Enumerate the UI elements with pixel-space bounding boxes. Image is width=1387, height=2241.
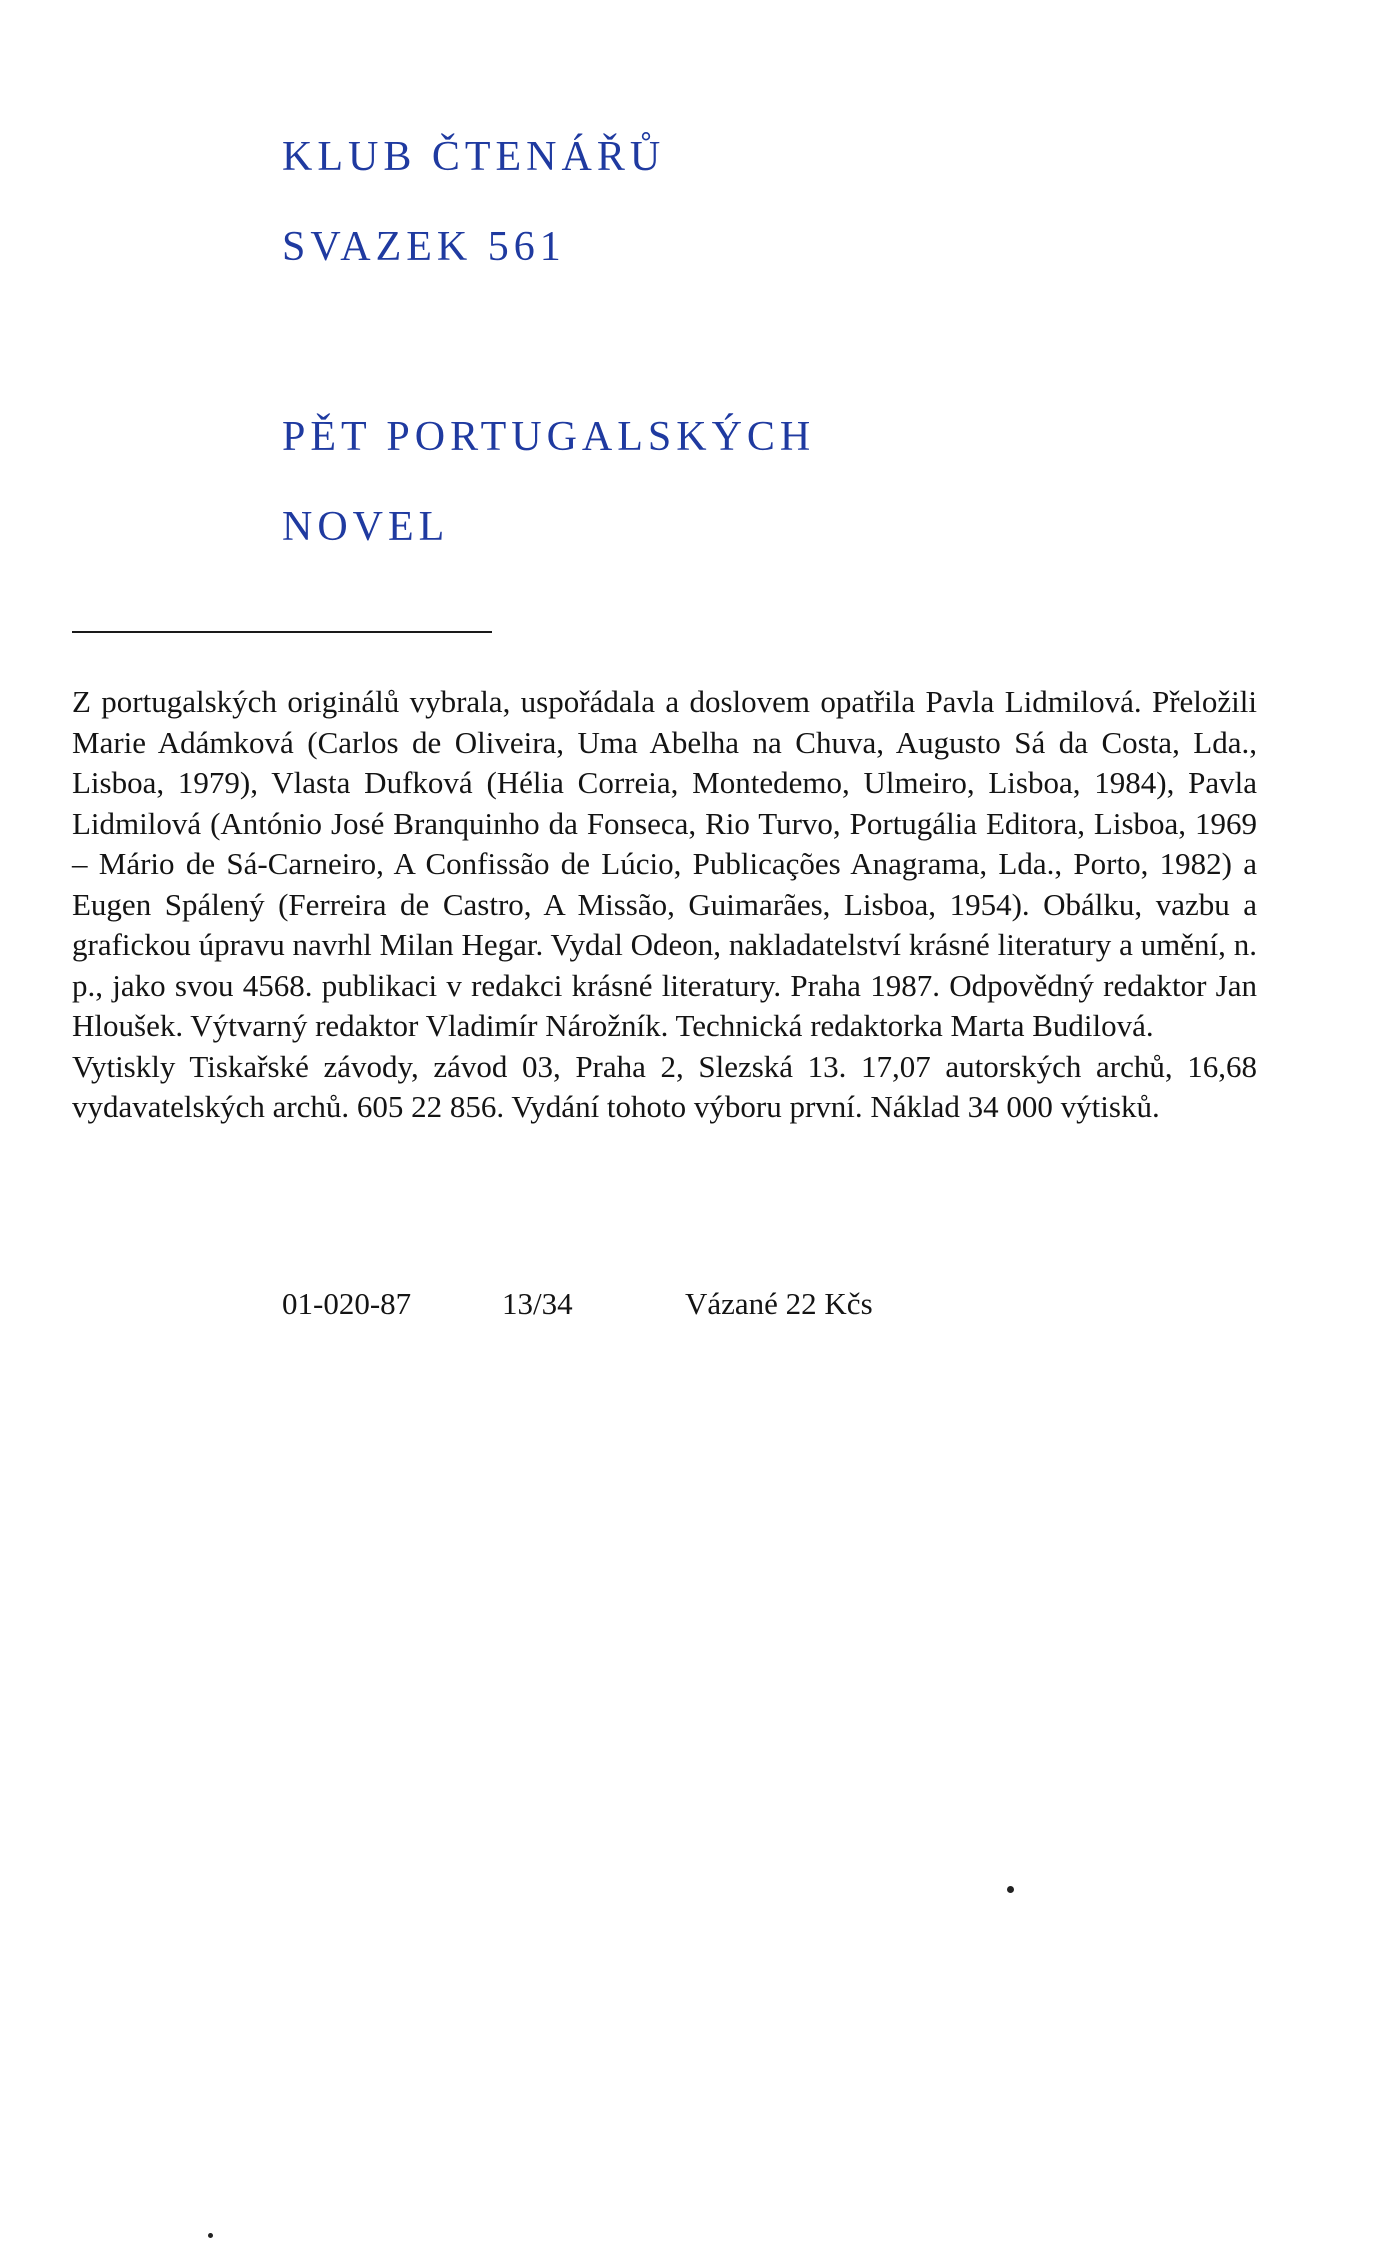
catalog-line <box>282 1284 873 1324</box>
book-title <box>282 392 815 572</box>
series-name: KLUB ČTENÁŘŮ <box>282 134 666 180</box>
catalog-sheets: 13/34 <box>502 1286 573 1321</box>
book-title-line-1: PĚT PORTUGALSKÝCH <box>282 414 816 460</box>
colophon-printing: Vytiskly Tiskařské závody, závod 03, Praha 2, Slezská 13. 17,07 autorských archů, 16,68 vydavatelských archů. 605 22 856. Vydání tohoto výboru první. Náklad 34 000 výtisků. <box>72 1048 1257 1124</box>
book-title-line-2: NOVEL <box>282 504 450 550</box>
series-volume: SVAZEK 561 <box>282 224 566 270</box>
series-heading <box>282 112 665 292</box>
catalog-code: 01-020-87 <box>282 1286 412 1321</box>
catalog-price: Vázané 22 Kčs <box>685 1286 873 1321</box>
print-speck <box>1007 1886 1014 1893</box>
print-speck <box>208 2233 213 2238</box>
colophon-text <box>72 682 1257 1128</box>
divider-rule <box>72 631 492 633</box>
colophon-credits: Z portugalských originálů vybrala, uspořádala a doslovem opatřila Pavla Lidmilová. Přeložili Marie Adámková (Carlos de Oliveira, Uma Abelha na Chuva, Augusto Sá da Costa, Lda., Lisboa, 1979), Vlasta Dufková (Hélia Correia, Montedemo, Ulmeiro, Lisboa, 1984), Pavla Lidmilová (António José Branquinho da Fonseca, Rio Turvo, Portugália Editora, Lisboa, 1969 – Mário de Sá-Carneiro, A Confissão de Lúcio, Publicações Anagrama, Lda., Porto, 1982) a Eugen Spálený (Ferreira de Castro, A Missão, Guimarães, Lisboa, 1954). Obálku, vazbu a grafickou úpravu navrhl Milan Hegar. Vydal Odeon, nakladatelství krásné literatury a umění, n. p., jako svou 4568. publikaci v redakci krásné literatury. Praha 1987. Odpovědný redaktor Jan Hloušek. Výtvarný redaktor Vladimír Nárožník. Technická redaktorka Marta Budilová. <box>72 684 1257 1043</box>
